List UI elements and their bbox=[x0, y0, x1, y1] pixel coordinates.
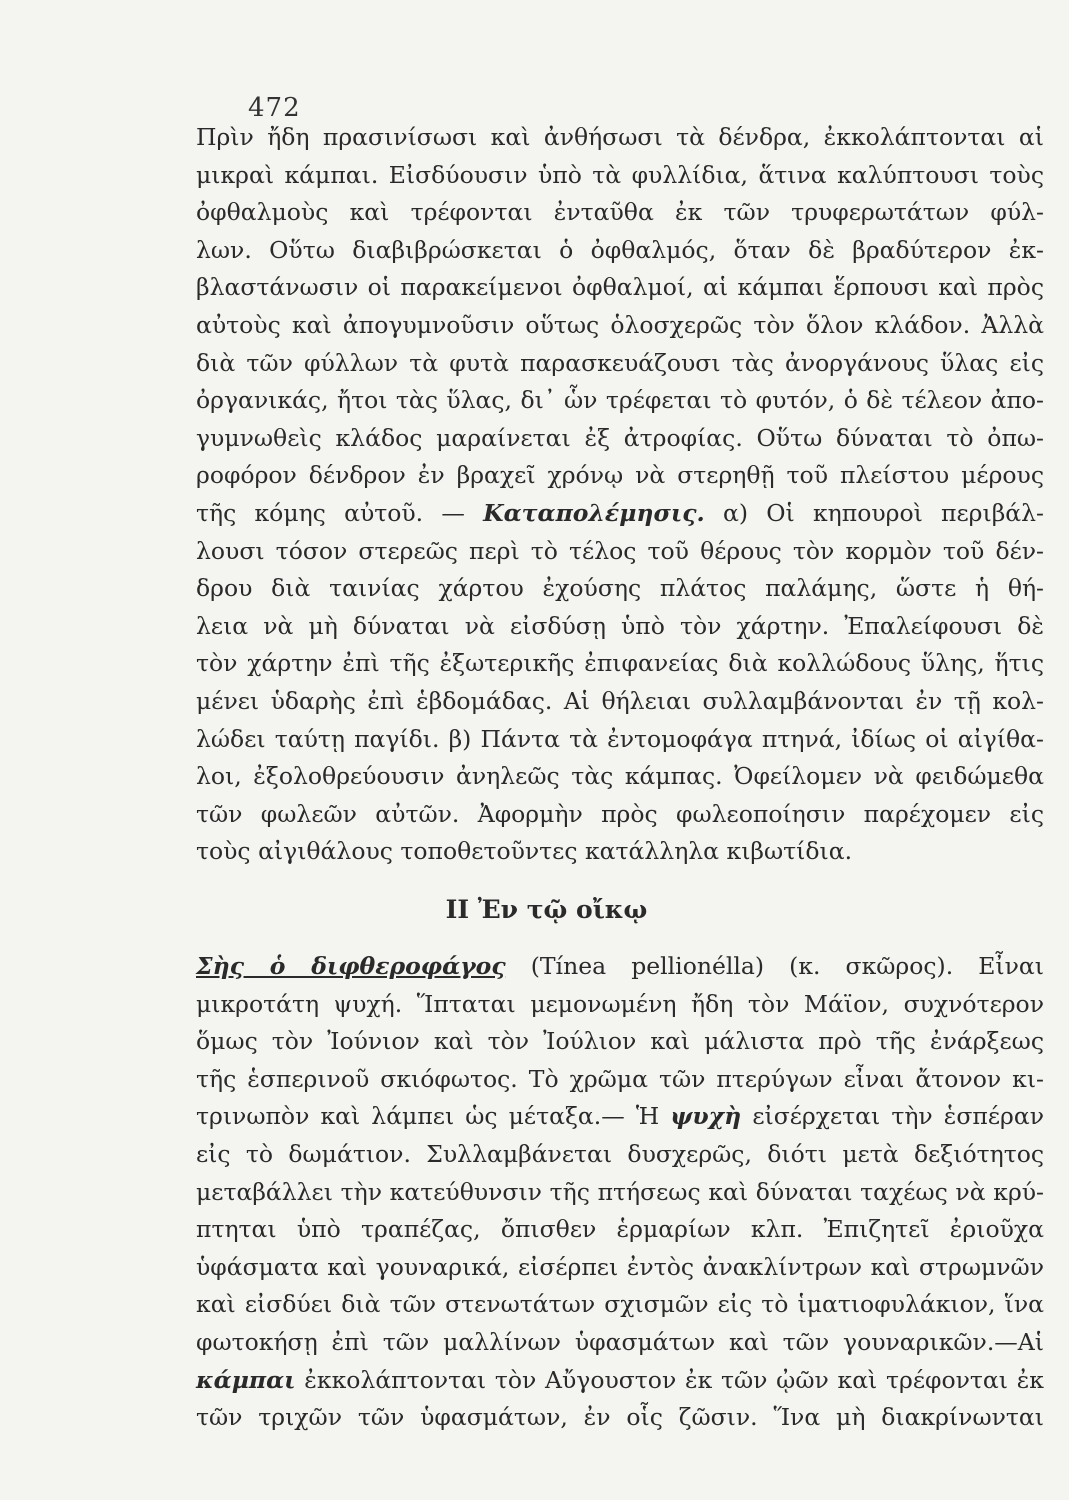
text-line: βλαστάνωσιν οἱ παρακείμενοι ὀφθαλμοί, αἱ κάμπαι ἕρπουσι καὶ πρὸς bbox=[196, 273, 1044, 302]
text-line: καὶ εἰσδύει διὰ τῶν στενωτάτων σχισμῶν εἰς τὸ ἱματιοφυλάκιον, ἵνα bbox=[196, 1290, 1044, 1319]
paragraph-clothes-moth bbox=[196, 948, 1044, 1437]
text-line: ροφόρον δένδρον ἐν βραχεῖ χρόνῳ νὰ στερηθῇ τοῦ πλείστου μέρους bbox=[196, 461, 1044, 490]
text-line: ὀργανικάς, ἤτοι τὰς ὕλας, δι᾽ ὧν τρέφεται τὸ φυτόν, ὁ δὲ τέλεον ἀπο- bbox=[196, 386, 1044, 415]
term-control: Καταπολέμησις. bbox=[483, 498, 705, 527]
section-heading: II Ἐν τῷ οἴκῳ bbox=[445, 895, 648, 924]
text-line: λώδει ταύτῃ παγίδι. β) Πάντα τὰ ἐντομοφάγα πτηνά, ἰδίως οἱ αἰγίθα- bbox=[196, 724, 1044, 753]
text-line: λουσι τόσον στερεῶς περὶ τὸ τέλος τοῦ θέρους τὸν κορμὸν τοῦ δέν- bbox=[196, 536, 1044, 565]
text-line: τὸν χάρτην ἐπὶ τῆς ἐξωτερικῆς ἐπιφανείας διὰ κολλώδους ὕλης, ἥτις bbox=[196, 649, 1044, 678]
text-line: πτηται ὑπὸ τραπέζας, ὄπισθεν ἑρμαρίων κλπ. Ἐπιζητεῖ ἐριοῦχα bbox=[196, 1215, 1044, 1244]
term-kampai: κάμπαι bbox=[196, 1365, 296, 1394]
text-line: ὀφθαλμοὺς καὶ τρέφονται ἐνταῦθα ἐκ τῶν τρυφερωτάτων φύλ- bbox=[196, 198, 1044, 227]
page-number: 472 bbox=[248, 93, 301, 123]
term-moth: Σὴς ὁ διφθεροφάγος bbox=[196, 952, 506, 980]
text-run: α) Οἱ κηπουροὶ περιβάλ- bbox=[704, 498, 1044, 527]
text-line: ὅμως τὸν Ἰούνιον καὶ τὸν Ἰούλιον καὶ μάλιστα πρὸ τῆς ἐνάρξεως bbox=[196, 1027, 1044, 1056]
text-line: διὰ τῶν φύλλων τὰ φυτὰ παρασκευάζουσι τὰς ἀνοργάνους ὕλας εἰς bbox=[196, 348, 1044, 377]
text-run: εἰσέρχεται τὴν ἑσπέραν bbox=[741, 1102, 1045, 1131]
text-line: δρου διὰ ταινίας χάρτου ἐχούσης πλάτος παλάμης, ὥστε ἡ θή- bbox=[196, 574, 1044, 603]
text-line bbox=[196, 1362, 1044, 1400]
text-line: μικραὶ κάμπαι. Εἰσδύουσιν ὑπὸ τὰ φυλλίδια, ἅτινα καλύπτουσι τοὺς bbox=[196, 160, 1044, 189]
text-line: τῶν τριχῶν τῶν ὑφασμάτων, ἐν οἷς ζῶσιν. Ἵνα μὴ διακρίνωνται bbox=[196, 1403, 1044, 1432]
text-line: τοὺς αἰγιθάλους τοποθετοῦντες κατάλληλα κιβωτίδια. bbox=[196, 837, 853, 866]
text-line: μικροτάτη ψυχή. Ἵπταται μεμονωμένη ἤδη τὸν Μάϊον, συχνότερον bbox=[196, 989, 1044, 1018]
text-line: μεταβάλλει τὴν κατεύθυνσιν τῆς πτήσεως καὶ δύναται ταχέως νὰ κρύ- bbox=[196, 1177, 1044, 1206]
text-line: Πρὶν ἤδη πρασινίσωσι καὶ ἀνθήσωσι τὰ δένδρα, ἐκκολάπτονται αἱ bbox=[196, 123, 1044, 151]
paragraph-caterpillars bbox=[196, 119, 1044, 871]
text-run: (Tínea pellionélla) (κ. σκῶρος). Εἶναι bbox=[505, 952, 1044, 980]
text-line: εἰς τὸ δωμάτιον. Συλλαμβάνεται δυσχερῶς, διότι μετὰ δεξιότητος bbox=[196, 1139, 1044, 1168]
term-psyche: ψυχὴ bbox=[670, 1102, 742, 1131]
text-line: γυμνωθεὶς κλάδος μαραίνεται ἐξ ἀτροφίας. Οὕτω δύναται τὸ ὀπω- bbox=[196, 423, 1044, 452]
text-line: αὐτοὺς καὶ ἀπογυμνοῦσιν οὕτως ὁλοσχερῶς τὸν ὅλον κλάδον. Ἀλλὰ bbox=[196, 310, 1044, 339]
text-run: ἐκκολάπτονται τὸν Αὔγουστον ἐκ τῶν ᾠῶν καὶ τρέφονται ἐκ bbox=[295, 1365, 1044, 1394]
text-line: τῆς ἑσπερινοῦ σκιόφωτος. Τὸ χρῶμα τῶν πτερύγων εἶναι ἄτονον κι- bbox=[196, 1064, 1044, 1093]
text-line: λων. Οὕτω διαβιβρώσκεται ὁ ὀφθαλμός, ὅταν δὲ βραδύτερον ἐκ- bbox=[196, 235, 1044, 264]
text-line: λοι, ἐξολοθρεύουσιν ἀνηλεῶς τὰς κάμπας. Ὀφείλομεν νὰ φειδώμεθα bbox=[196, 762, 1044, 791]
text-line: λεια νὰ μὴ δύναται νὰ εἰσδύσῃ ὑπὸ τὸν χάρτην. Ἐπαλείφουσι δὲ bbox=[196, 611, 1044, 640]
text-line bbox=[196, 1098, 1044, 1136]
text-line: μένει ὑδαρὴς ἐπὶ ἑβδομάδας. Αἱ θήλειαι συλλαμβάνονται ἐν τῇ κολ- bbox=[196, 686, 1044, 715]
text-run: τῆς κόμης αὐτοῦ. — bbox=[196, 498, 484, 527]
text-line bbox=[196, 495, 1044, 533]
text-line: φωτοκήσῃ ἐπὶ τῶν μαλλίνων ὑφασμάτων καὶ τῶν γουναρικῶν.—Αἱ bbox=[196, 1327, 1044, 1356]
text-line bbox=[196, 948, 1044, 986]
text-run: τρινωπὸν καὶ λάμπει ὡς μέταξα.— Ἡ bbox=[196, 1102, 671, 1131]
text-line: τῶν φωλεῶν αὐτῶν. Ἀφορμὴν πρὸς φωλεοποίησιν παρέχομεν εἰς bbox=[196, 799, 1044, 828]
text-line: ὑφάσματα καὶ γουναρικά, εἰσέρπει ἐντὸς ἀνακλίντρων καὶ στρωμνῶν bbox=[196, 1252, 1044, 1281]
